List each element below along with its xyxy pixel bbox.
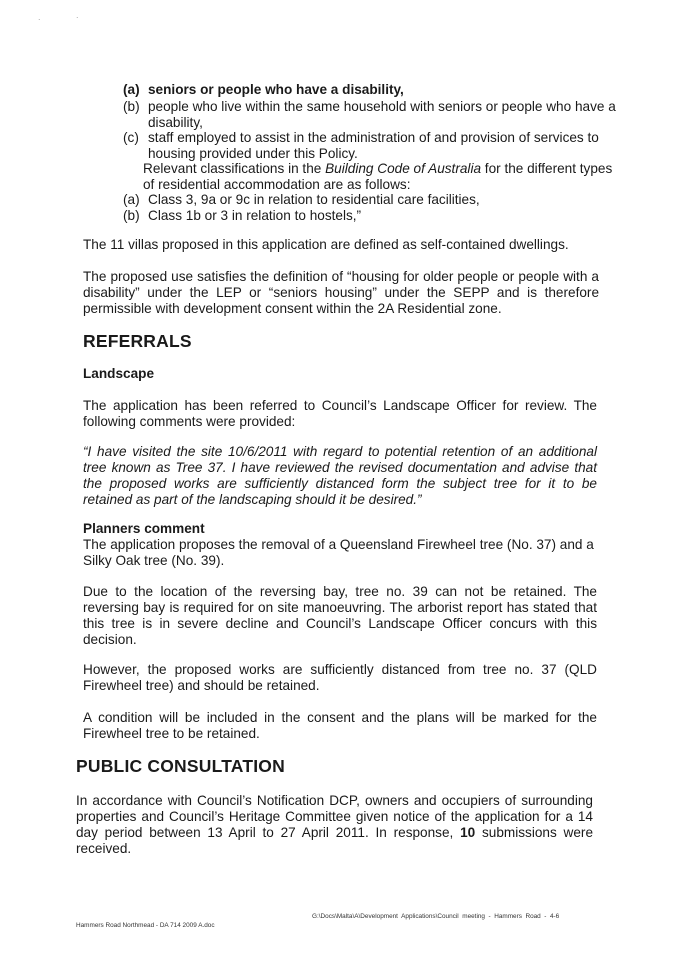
heading-public-consultation: PUBLIC CONSULTATION [76,756,285,776]
paragraph-consultation: In accordance with Council’s Notification DCP, owners and occupiers of surrounding properties and Council’s Heritage Committee given notice of the application for a 14 day period between 13 April to 27 April 2011. In response, 10 submissions were received. [76,793,593,856]
scan-mark: . [38,12,41,22]
list-item: (b) people who live within the same household with seniors or people who have a disability, [123,99,616,130]
quote-landscape-officer: “I have visited the site 10/6/2011 with regard to potential retention of an additional tree known as Tree 37. I have reviewed the revised documentation and advise that the proposed works are sufficiently distanced form the subject tree for it to be retained as part of the landscaping should it be desired.” [83,444,597,507]
paragraph-landscape: The application has been referred to Council’s Landscape Officer for review. The following comments were provided: [83,398,597,429]
paragraph-reversing-bay: Due to the location of the reversing bay, tree no. 39 can not be retained. The reversing bay is required for on site manoeuvring. The arborist report has stated that this tree is in severe decline and Council’s Landscape Officer concurs with this decision. [83,584,597,647]
relevant-classifications: Relevant classifications in the Building Code of Australia for the different types of residential accommodation are as follows: [143,161,613,192]
list-item: (a) Class 3, 9a or 9c in relation to residential care facilities, [123,192,480,207]
list-item: (a) seniors or people who have a disability, [123,82,404,97]
heading-referrals: REFERRALS [83,331,192,351]
list-item: (c) staff employed to assist in the administration of and provision of services to housing provided under this Policy. [123,130,599,161]
subheading-landscape: Landscape [83,366,155,381]
list-item: (b) Class 1b or 3 in relation to hostels,” [123,208,362,223]
footer-filename: Hammers Road Northmead - DA 714 2009 A.doc [76,922,215,929]
scan-mark: . [76,10,79,20]
paragraph-villas: The 11 villas proposed in this application are defined as self-contained dwellings. [83,237,569,252]
paragraph-proposed-use: The proposed use satisfies the definition of “housing for older people or people with a disability” under the LEP or “seniors housing” under the SEPP and is therefore permissible with development consent within the 2A Residential zone. [83,269,599,316]
paragraph-planners: The application proposes the removal of a Queensland Firewheel tree (No. 37) and a Silky Oak tree (No. 39). [83,537,594,568]
paragraph-however: However, the proposed works are sufficiently distanced from tree no. 37 (QLD Firewheel tree) and should be retained. [83,662,597,693]
footer-path: G:\Docs\Malta\A\Development Applications\Council meeting - Hammers Road - 4-6 [312,913,560,920]
paragraph-condition: A condition will be included in the consent and the plans will be marked for the Firewheel tree to be retained. [83,710,597,741]
subheading-planners-comment: Planners comment [83,521,205,536]
